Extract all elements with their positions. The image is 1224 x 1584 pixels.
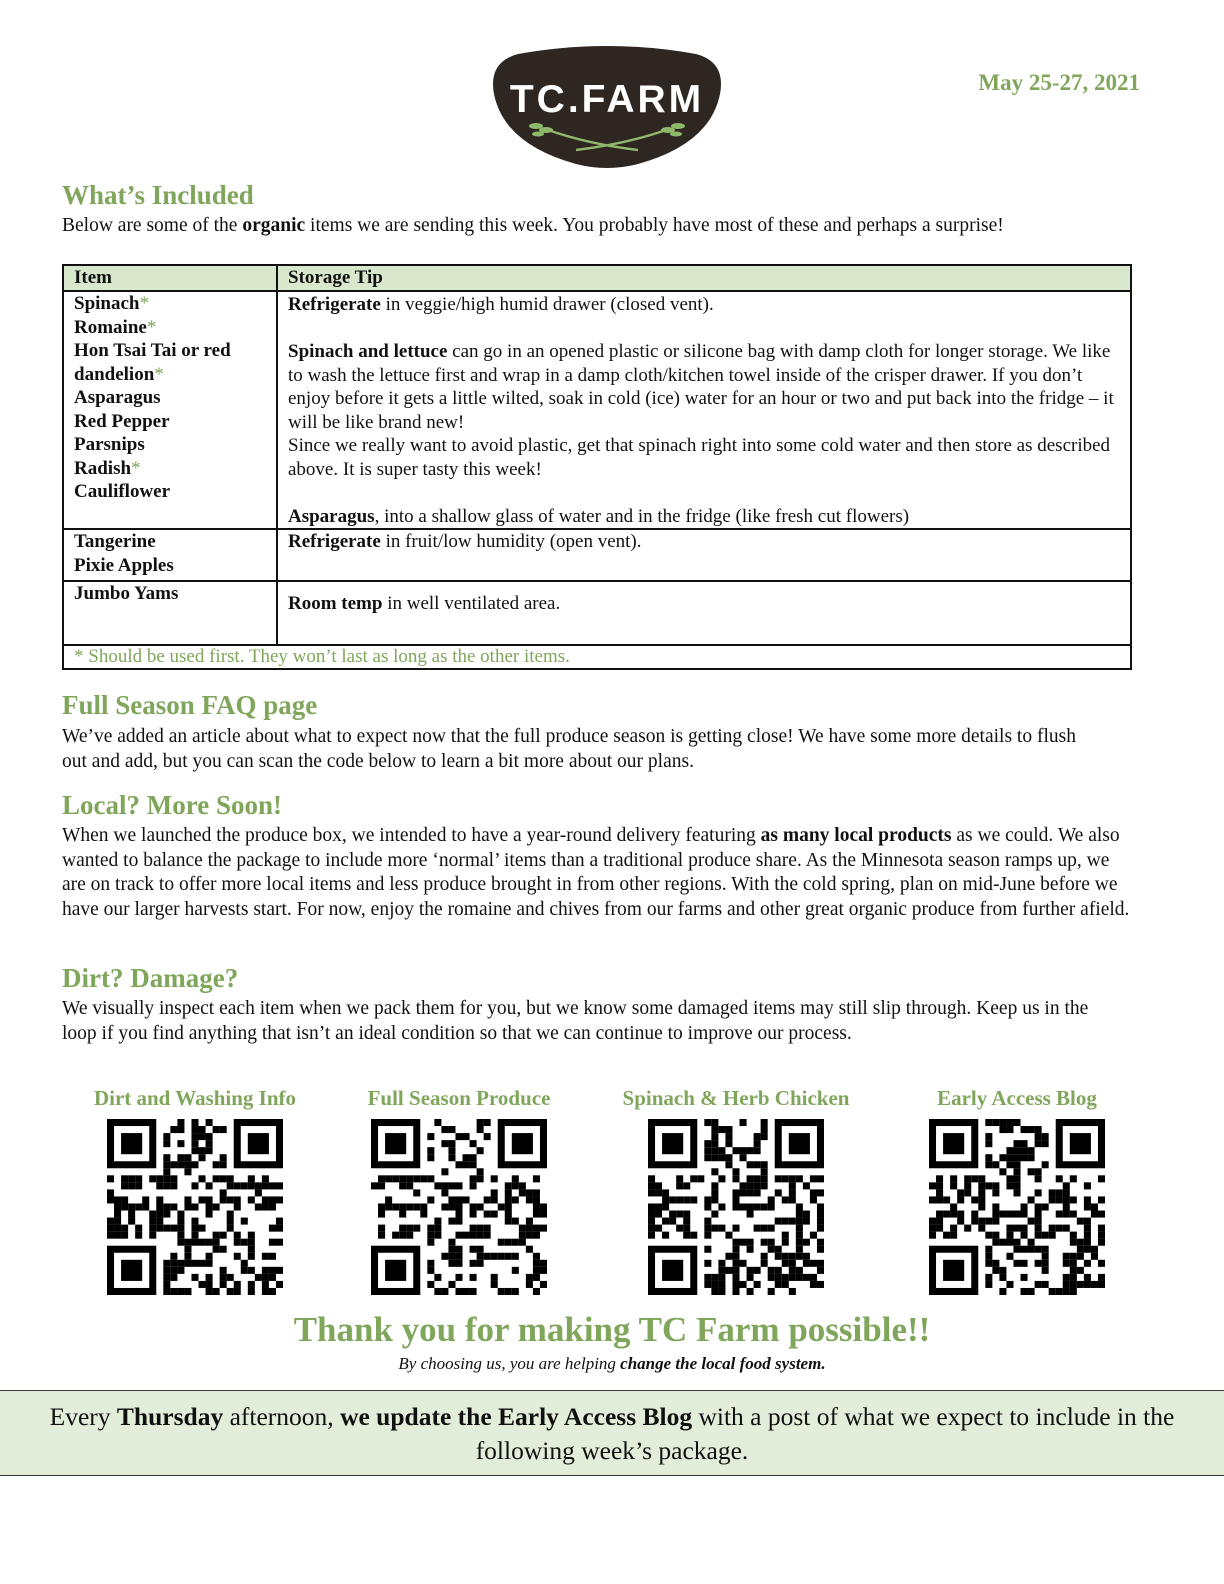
qr-code-icon[interactable] — [648, 1119, 824, 1295]
logo-text: TC.FARM — [509, 78, 705, 121]
list-item: Hon Tsai Tai or red — [74, 340, 231, 361]
list-item: Romaine* — [74, 316, 157, 338]
qr-code-icon[interactable] — [107, 1119, 283, 1295]
produce-table — [62, 264, 1132, 670]
blog-banner: Every Thursday afternoon, we update the Early Access Blog with a post of what we expect to include in the following week’s package. — [0, 1390, 1224, 1476]
storage-tip: Refrigerate in fruit/low humidity (open vent). — [277, 529, 1131, 581]
thanks-subline: By choosing us, you are helping change the local food system. — [398, 1354, 826, 1373]
list-item: Spinach* — [74, 293, 149, 314]
col-item-header: Item — [63, 265, 277, 291]
table-row — [63, 291, 1131, 529]
included-intro: Below are some of the organic items we are sending this week. You probably have most of these and perhaps a surprise! — [62, 215, 1004, 236]
list-item: Pixie Apples — [74, 554, 174, 576]
faq-heading: Full Season FAQ page — [62, 690, 318, 720]
qr-code-icon[interactable] — [371, 1119, 547, 1295]
storage-tip: Refrigerate in veggie/high humid drawer (closed vent). Spinach and lettuce can go in an opened plastic or silicone bag with damp cloth for longer storage. We like to wash the lettuce first and wrap in a damp cloth/kitchen towel inside of the crisper drawer. If you don’t enjoy before it gets a little wilted, soak in cold (ice) water for an hour or two and put back into the fridge – it will be like brand new! Since we really want to avoid plastic, get that spinach right into some cold water and then store as described above. It is super tasty this week! Asparagus, into a shallow glass of water and in the fridge (like fresh cut flowers) — [277, 291, 1131, 529]
dirt-heading: Dirt? Damage? — [62, 963, 239, 993]
table-row — [63, 581, 1131, 645]
list-item: Red Pepper — [74, 410, 170, 432]
qr-title: Full Season Produce — [367, 1086, 551, 1110]
table-header-row — [63, 265, 1131, 291]
storage-tip: Room temp in well ventilated area. — [277, 581, 1131, 645]
included-heading: What’s Included — [62, 180, 254, 210]
table-row — [63, 529, 1131, 581]
tc-farm-logo — [488, 44, 726, 170]
qr-code-icon[interactable] — [929, 1119, 1105, 1295]
list-item: Parsnips — [74, 434, 145, 455]
item-list — [63, 291, 277, 529]
col-tip-header: Storage Tip — [277, 265, 1131, 291]
issue-date: May 25-27, 2021 — [978, 70, 1140, 95]
faq-body: We’ve added an article about what to expect now that the full produce season is getting close! We have some more details to flush out and add, but you can scan the code below to learn a bit more about our plans. — [62, 726, 1076, 772]
local-body: When we launched the produce box, we intended to have a year-round delivery featuring as many local products as we could. We also wanted to balance the package to include more ‘normal’ items than a traditional produce share. As the Minnesota season ramps up, we are on track to offer more local items and less produce brought in from other regions. With the cold spring, plan on mid-June before we have our larger harvests start. For now, enjoy the romaine and chives from our farms and other great organic produce from further afield. — [62, 825, 1130, 920]
list-item: Radish* — [74, 457, 141, 479]
list-item: dandelion* — [74, 363, 164, 385]
list-item: Jumbo Yams — [74, 583, 179, 604]
qr-title: Spinach & Herb Chicken — [622, 1086, 850, 1110]
list-item: Tangerine — [74, 531, 156, 552]
thanks-headline: Thank you for making TC Farm possible!! — [293, 1310, 931, 1349]
item-list — [63, 529, 277, 581]
local-heading: Local? More Soon! — [62, 790, 282, 820]
list-item: Cauliflower — [74, 481, 171, 502]
qr-title: Dirt and Washing Info — [93, 1086, 297, 1110]
dirt-body: We visually inspect each item when we pack them for you, but we know some damaged items may still slip through. Keep us in the loop if you find anything that isn’t an ideal condition so that we can continue to improve our process. — [62, 998, 1089, 1044]
item-list — [63, 581, 277, 645]
qr-card-dirt — [70, 1086, 320, 1295]
qr-card-recipe — [611, 1086, 861, 1295]
footnote: * Should be used first. They won’t last as long as the other items. — [63, 645, 1131, 669]
qr-title: Early Access Blog — [937, 1086, 1097, 1110]
qr-card-full-season — [334, 1086, 584, 1295]
list-item: Asparagus — [74, 387, 161, 408]
footnote-row — [63, 645, 1131, 669]
qr-card-blog — [892, 1086, 1142, 1295]
